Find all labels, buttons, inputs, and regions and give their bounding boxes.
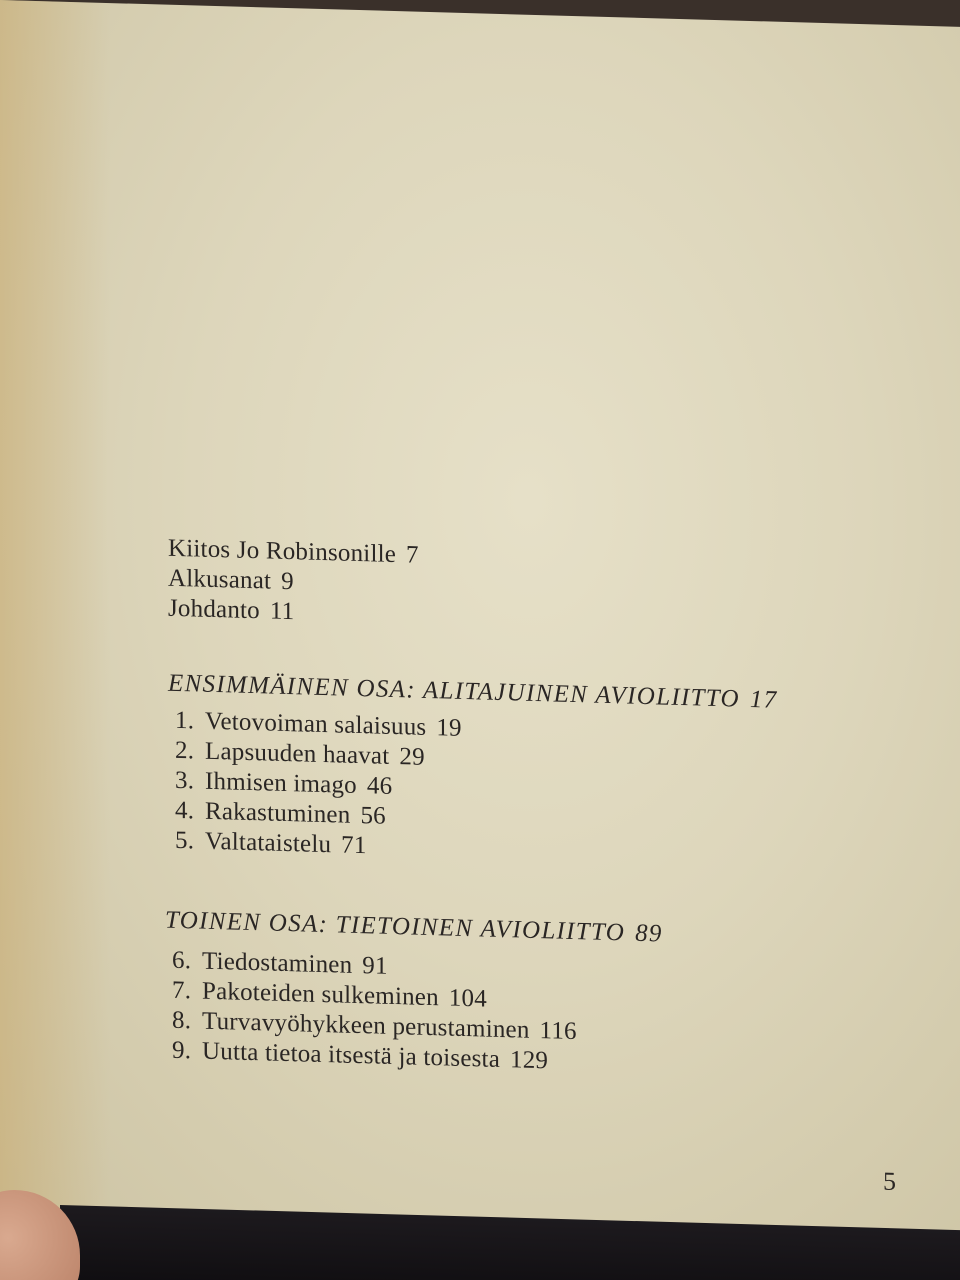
toc-item-title: Alkusanat bbox=[168, 564, 272, 595]
chapter-number: 9. bbox=[172, 1036, 192, 1065]
chapter-page: 91 bbox=[362, 952, 388, 980]
toc-front-item bbox=[168, 595, 294, 627]
chapter-number: 2. bbox=[175, 736, 195, 765]
chapter-number: 4. bbox=[175, 796, 195, 825]
toc-item-page: 9 bbox=[281, 567, 294, 596]
toc-item-page: 11 bbox=[269, 597, 295, 626]
chapter-page: 56 bbox=[360, 802, 386, 830]
chapter-page: 116 bbox=[539, 1017, 577, 1046]
chapter-number: 8. bbox=[172, 1006, 192, 1035]
chapter-number: 6. bbox=[172, 946, 192, 975]
chapter-title: Turvavyöhykkeen perustaminen bbox=[202, 1007, 530, 1044]
toc-item-title: Johdanto bbox=[168, 594, 260, 625]
toc-chapter bbox=[175, 737, 425, 772]
chapter-number: 1. bbox=[175, 706, 195, 735]
chapter-page: 129 bbox=[510, 1046, 549, 1075]
chapter-number: 3. bbox=[175, 766, 195, 795]
toc-item-page: 7 bbox=[406, 541, 419, 569]
chapter-page: 71 bbox=[341, 831, 367, 860]
page-number: 5 bbox=[883, 1166, 896, 1197]
toc-chapter bbox=[172, 947, 388, 981]
chapter-title: Vetovoiman salaisuus bbox=[205, 707, 427, 741]
toc-chapter bbox=[175, 797, 386, 831]
part-page: 17 bbox=[749, 685, 778, 714]
part-heading bbox=[165, 907, 663, 949]
chapter-title: Rakastuminen bbox=[205, 797, 351, 829]
toc-chapter bbox=[175, 827, 367, 860]
toc-front-item bbox=[168, 565, 294, 597]
chapter-page: 46 bbox=[366, 772, 393, 800]
part-title: ENSIMMÄINEN OSA: ALITAJUINEN AVIOLIITTO bbox=[168, 669, 740, 713]
chapter-number: 7. bbox=[172, 976, 192, 1005]
chapter-title: Lapsuuden haavat bbox=[205, 737, 390, 770]
chapter-title: Tiedostaminen bbox=[202, 947, 353, 979]
toc-item-title: Kiitos Jo Robinsonille bbox=[168, 534, 397, 569]
chapter-page: 104 bbox=[448, 984, 487, 1013]
part-heading bbox=[168, 670, 778, 715]
toc-front-item bbox=[168, 535, 419, 570]
part-title: TOINEN OSA: TIETOINEN AVIOLIITTO bbox=[165, 906, 626, 947]
toc-chapter bbox=[175, 767, 392, 801]
chapter-title: Ihmisen imago bbox=[205, 767, 357, 799]
chapter-title: Valtataistelu bbox=[205, 827, 332, 859]
chapter-title: Pakoteiden sulkeminen bbox=[202, 977, 439, 1012]
chapter-title: Uutta tietoa itsestä ja toisesta bbox=[202, 1037, 500, 1073]
chapter-number: 5. bbox=[175, 826, 195, 855]
chapter-page: 29 bbox=[399, 743, 425, 771]
part-page: 89 bbox=[635, 919, 663, 948]
chapter-page: 19 bbox=[436, 714, 462, 742]
